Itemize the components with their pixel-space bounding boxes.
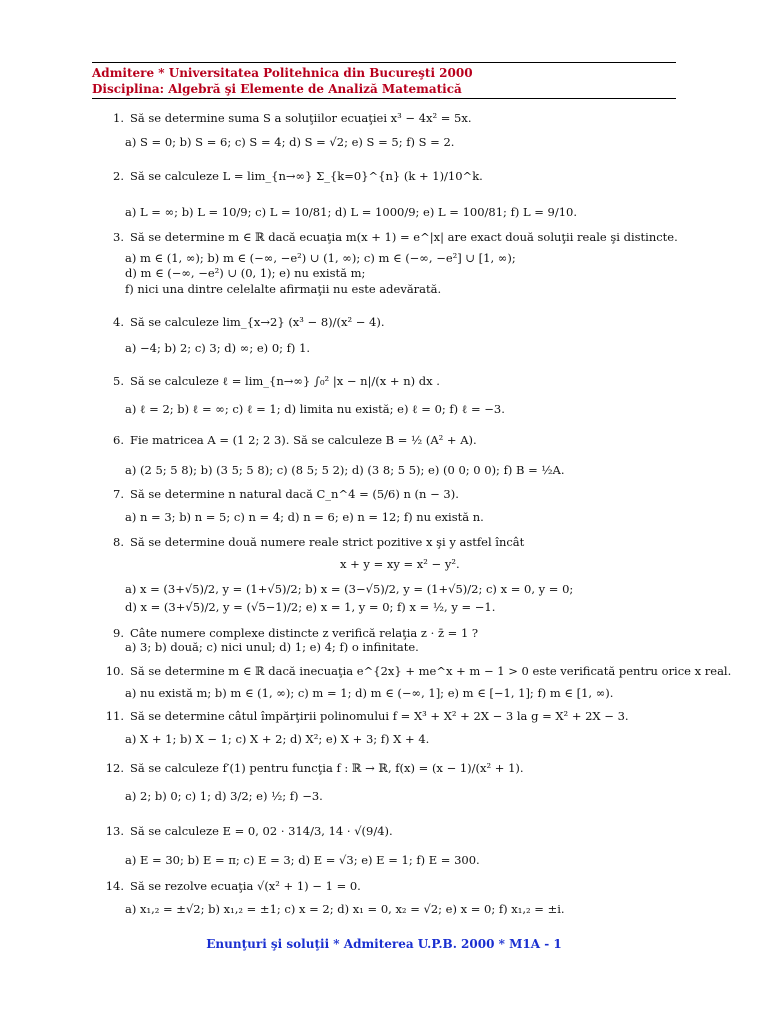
question-10 [100,664,732,678]
question-text: Să se calculeze E = 0, 02 · 314/3, 14 · √(9/4). [130,824,393,838]
question-13 [100,824,680,838]
question-number: 2. [113,169,124,183]
question-text: Să se calculeze L = lim_{n→∞} Σ_{k=0}^{n} (k + 1)/10^k. [130,169,483,183]
question-5 [100,374,680,388]
answers-3c: f) nici una dintre celelalte afirmaţii nu este adevărată. [125,282,442,296]
header-title: Admitere * Universitatea Politehnica din Bucureşti 2000 [92,66,473,80]
answers-7: a) n = 3; b) n = 5; c) n = 4; d) n = 6; e) n = 12; f) nu există n. [125,510,484,524]
question-text: Să se rezolve ecuaţia √(x² + 1) − 1 = 0. [130,879,361,893]
answers-11: a) X + 1; b) X − 1; c) X + 2; d) X²; e) X + 3; f) X + 4. [125,732,430,746]
question-text: Să se calculeze lim_{x→2} (x³ − 8)/(x² − 4). [130,315,385,329]
question-4 [100,315,680,329]
question-8 [100,535,680,549]
answers-8a: a) x = (3+√5)/2, y = (1+√5)/2; b) x = (3−√5)/2, y = (1+√5)/2; c) x = 0, y = 0; [125,582,574,596]
question-number: 5. [113,374,124,388]
question-2 [100,169,680,183]
system-equation: x + y = xy = x² − y². [340,557,460,571]
question-number: 3. [113,230,124,244]
answers-3b: d) m ∈ (−∞, −e²) ∪ (0, 1); e) nu există m; [125,266,366,280]
question-number: 7. [113,487,124,501]
question-6 [100,433,680,447]
answers-10: a) nu există m; b) m ∈ (1, ∞); c) m = 1; d) m ∈ (−∞, 1]; e) m ∈ [−1, 1]; f) m ∈ [1, ∞). [125,686,614,700]
question-number: 10. [105,664,124,678]
question-number: 9. [113,626,124,640]
question-12 [100,761,680,775]
question-number: 1. [113,111,124,125]
answers-9: a) 3; b) două; c) nici unul; d) 1; e) 4; f) o infinitate. [125,640,419,654]
answers-13: a) E = 30; b) E = π; c) E = 3; d) E = √3; e) E = 1; f) E = 300. [125,853,480,867]
question-text: Să se determine suma S a soluţiilor ecuaţiei x³ − 4x² = 5x. [130,111,472,125]
header-discipline: Disciplina: Algebră şi Elemente de Analiză Matematică [92,82,462,96]
question-text: Să se determine câtul împărţirii polinomului f = X³ + X² + 2X − 3 la g = X² + 2X − 3. [130,709,629,723]
answers-5: a) ℓ = 2; b) ℓ = ∞; c) ℓ = 1; d) limita nu există; e) ℓ = 0; f) ℓ = −3. [125,402,505,416]
answers-2: a) L = ∞; b) L = 10/9; c) L = 10/81; d) L = 1000/9; e) L = 100/81; f) L = 9/10. [125,205,578,219]
question-number: 6. [113,433,124,447]
question-text: Fie matricea A = (1 2; 2 3). Să se calculeze B = ½ (A² + A). [130,433,477,447]
answers-14: a) x₁,₂ = ±√2; b) x₁,₂ = ±1; c) x = 2; d) x₁ = 0, x₂ = √2; e) x = 0; f) x₁,₂ = ±i. [125,902,565,916]
question-number: 13. [105,824,124,838]
answers-6: a) (2 5; 5 8); b) (3 5; 5 8); c) (8 5; 5 2); d) (3 8; 5 5); e) (0 0; 0 0); f) B = ½A. [125,463,565,477]
question-7 [100,487,680,501]
question-9 [100,626,680,640]
question-14 [100,879,680,893]
question-text: Să se determine n natural dacă C_n^4 = (5/6) n (n − 3). [130,487,459,501]
question-number: 4. [113,315,124,329]
question-number: 14. [105,879,124,893]
page-footer: Enunţuri şi soluţii * Admiterea U.P.B. 2000 * M1A - 1 [206,937,562,951]
answers-8b: d) x = (3+√5)/2, y = (√5−1)/2; e) x = 1, y = 0; f) x = ½, y = −1. [125,600,496,614]
question-number: 12. [105,761,124,775]
question-11 [100,709,680,723]
question-number: 11. [105,709,124,723]
question-text: Să se determine două numere reale strict pozitive x şi y astfel încât [130,535,525,549]
header-rule [92,98,676,99]
question-text: Câte numere complexe distincte z verifică relaţia z · z̄ = 1 ? [130,626,479,640]
question-text: Să se determine m ∈ ℝ dacă inecuaţia e^{2x} + me^x + m − 1 > 0 este verificată pentru orice x real. [130,664,732,678]
answers-3a: a) m ∈ (1, ∞); b) m ∈ (−∞, −e²) ∪ (1, ∞); c) m ∈ (−∞, −e²] ∪ [1, ∞); [125,251,516,265]
question-1 [100,111,680,125]
answers-1: a) S = 0; b) S = 6; c) S = 4; d) S = √2; e) S = 5; f) S = 2. [125,135,455,149]
top-rule [92,62,676,63]
answers-4: a) −4; b) 2; c) 3; d) ∞; e) 0; f) 1. [125,341,311,355]
question-text: Să se calculeze ℓ = lim_{n→∞} ∫₀² |x − n|/(x + n) dx . [130,374,440,388]
question-3 [100,230,680,244]
answers-12: a) 2; b) 0; c) 1; d) 3/2; e) ½; f) −3. [125,789,323,803]
question-text: Să se determine m ∈ ℝ dacă ecuaţia m(x + 1) = e^|x| are exact două soluţii reale şi distincte. [130,230,678,244]
question-text: Să se calculeze f′(1) pentru funcţia f : ℝ → ℝ, f(x) = (x − 1)/(x² + 1). [130,761,524,775]
question-number: 8. [113,535,124,549]
